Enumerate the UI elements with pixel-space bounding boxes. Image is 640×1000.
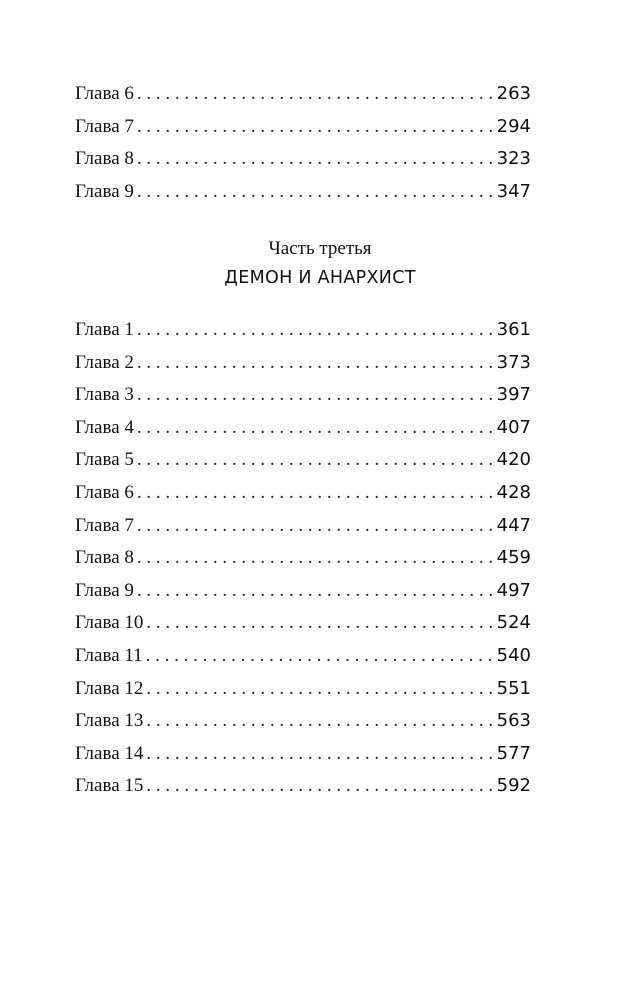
toc-entry-label: Глава 3 [75,384,134,406]
toc-entry-page: 373 [496,351,531,373]
toc-entry-page: 524 [496,612,531,634]
toc-entry-label: Глава 7 [75,514,134,536]
toc-entry-page: 407 [496,416,531,438]
toc-entry-label: Глава 9 [75,579,134,601]
toc-dot-leader [134,575,495,608]
toc-dot-leader [143,673,494,706]
toc-dot-leader [134,542,495,575]
toc-entry [75,640,531,673]
toc-entry-page: 294 [496,115,531,137]
toc-entry [75,542,531,575]
toc-entry [75,176,531,209]
toc-entry-label: Глава 8 [75,547,134,569]
toc-entry-page: 347 [496,180,531,202]
toc-entry-page: 323 [496,148,531,170]
toc-entry [75,412,531,445]
toc-dot-leader [134,379,495,412]
toc-dot-leader [134,176,495,209]
toc-dot-leader [143,770,494,803]
toc-dot-leader [143,640,495,673]
toc-dot-leader [134,111,495,144]
toc-dot-leader [134,444,495,477]
toc-entry-label: Глава 12 [75,677,144,699]
toc-entry-label: Глава 7 [75,115,134,137]
toc-entry-page: 592 [496,775,531,797]
toc-entry-label: Глава 13 [75,710,144,732]
toc-entry-label: Глава 11 [75,644,143,666]
toc-entry [75,575,531,608]
toc-dot-leader [134,78,495,111]
toc-entry-page: 428 [496,481,531,503]
toc-entry [75,510,531,543]
toc-entry-label: Глава 1 [75,319,134,340]
toc-entry-label: Глава 15 [75,775,144,797]
toc-entry-page: 459 [496,547,531,569]
part-title: ДЕМОН И АНАРХИСТ [224,268,416,288]
toc-dot-leader [134,412,495,445]
toc-entry-page: 447 [496,514,531,536]
toc-entry [75,738,531,771]
toc-entry-label: Глава 6 [75,83,134,104]
toc-dot-leader [143,705,494,738]
part-heading [0,236,640,294]
toc-entry-page: 563 [496,710,531,732]
toc-entry [75,314,531,347]
toc-entry [75,770,531,803]
toc-entry [75,705,531,738]
toc-entry-label: Глава 2 [75,351,134,373]
toc-entry [75,379,531,412]
toc-entry-page: 540 [496,644,531,666]
toc-entry [75,477,531,510]
toc-entry-label: Глава 9 [75,180,134,202]
toc-dot-leader [134,347,495,380]
toc-entry [75,444,531,477]
toc-entry-page: 577 [496,742,531,764]
toc-entry-page: 551 [496,677,531,699]
toc-entry-page: 420 [496,449,531,471]
toc-list-previous-part [75,78,531,208]
toc-entry [75,78,531,111]
toc-entry [75,607,531,640]
toc-entry-label: Глава 8 [75,148,134,170]
toc-entry [75,143,531,176]
toc-entry-label: Глава 4 [75,416,134,438]
toc-entry [75,111,531,144]
toc-entry-page: 361 [496,319,531,340]
toc-dot-leader [134,143,495,176]
toc-entry-label: Глава 6 [75,481,134,503]
toc-entry-page: 497 [496,579,531,601]
part-label: Часть третья [268,238,372,259]
toc-entry-label: Глава 5 [75,449,134,471]
toc-entry-label: Глава 10 [75,612,144,634]
toc-entry-page: 263 [496,83,531,104]
toc-dot-leader [143,607,494,640]
toc-dot-leader [134,314,495,347]
toc-entry-label: Глава 14 [75,742,144,764]
toc-dot-leader [134,510,495,543]
toc-list-part-three [75,314,531,803]
toc-dot-leader [143,738,494,771]
toc-entry [75,673,531,706]
toc-entry-page: 397 [496,384,531,406]
toc-dot-leader [134,477,495,510]
toc-entry [75,347,531,380]
